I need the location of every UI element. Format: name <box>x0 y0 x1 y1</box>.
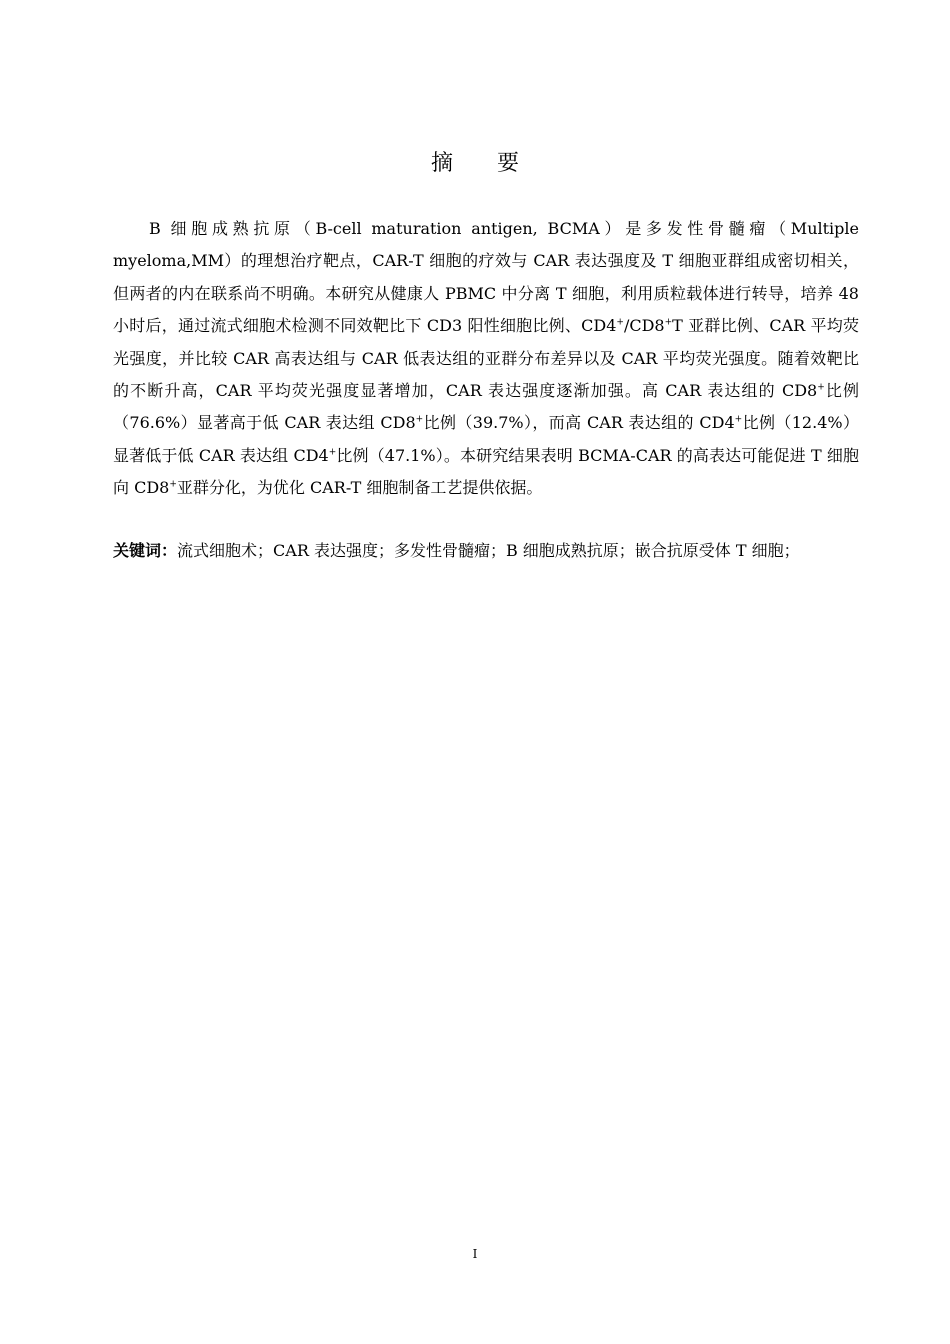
abstract-text-4: 比例（76.6%）显著高于低 CAR 表达组 CD8 <box>113 381 859 433</box>
abstract-text-1: B 细胞成熟抗原（B-cell maturation antigen, BCMA）是多发性骨髓瘤（Multiple myeloma,MM）的理想治疗靶点，CAR-T 细胞的疗效与 CAR 表达强度及 T 细胞亚群组成密切相关，但两者的内在联系尚不明确。本研究从健康人 PBMC 中分离 T 细胞，利用质粒载体进行转导，培养 48 小时后，通过流式细胞术检测不同效靶比下 CD3 阳性细胞比例、CD4 <box>113 219 859 336</box>
superscript-plus: + <box>664 317 673 328</box>
abstract-text-5: 比例（39.7%），而高 CAR 表达组的 CD4 <box>423 413 735 433</box>
superscript-plus: + <box>415 415 424 426</box>
keywords-text: 流式细胞术；CAR 表达强度；多发性骨髓瘤；B 细胞成熟抗原；嵌合抗原受体 T 细胞； <box>177 541 800 560</box>
abstract-paragraph <box>113 213 859 505</box>
abstract-text-7: 比例（47.1%）。本研究结果表明 BCMA-CAR 的高表达可能促进 T 细胞向 CD8 <box>113 445 859 498</box>
superscript-plus: + <box>734 415 743 426</box>
keywords-label: 关键词： <box>113 541 178 560</box>
page-number: I <box>472 1247 478 1261</box>
abstract-text-2: /CD8 <box>623 316 665 336</box>
abstract-text-8: 亚群分化，为优化 CAR-T 细胞制备工艺提供依据。 <box>176 478 543 498</box>
abstract-title: 摘要 <box>430 151 563 176</box>
superscript-plus: + <box>817 382 825 393</box>
keywords-line <box>113 535 859 567</box>
superscript-plus: + <box>169 479 177 490</box>
abstract-text-3: T 亚群比例、CAR 平均荧光强度，并比较 CAR 高表达组与 CAR 低表达组的亚群分布差异以及 CAR 平均荧光强度。随着效靶比的不断升高，CAR 平均荧光强度显著增加，CAR 表达强度逐渐加强。高 CAR 表达组的 CD8 <box>113 316 859 401</box>
superscript-plus: + <box>328 447 337 458</box>
superscript-plus: + <box>616 317 624 328</box>
abstract-text-6: 比例（12.4%）显著低于低 CAR 表达组 CD4 <box>113 413 859 465</box>
